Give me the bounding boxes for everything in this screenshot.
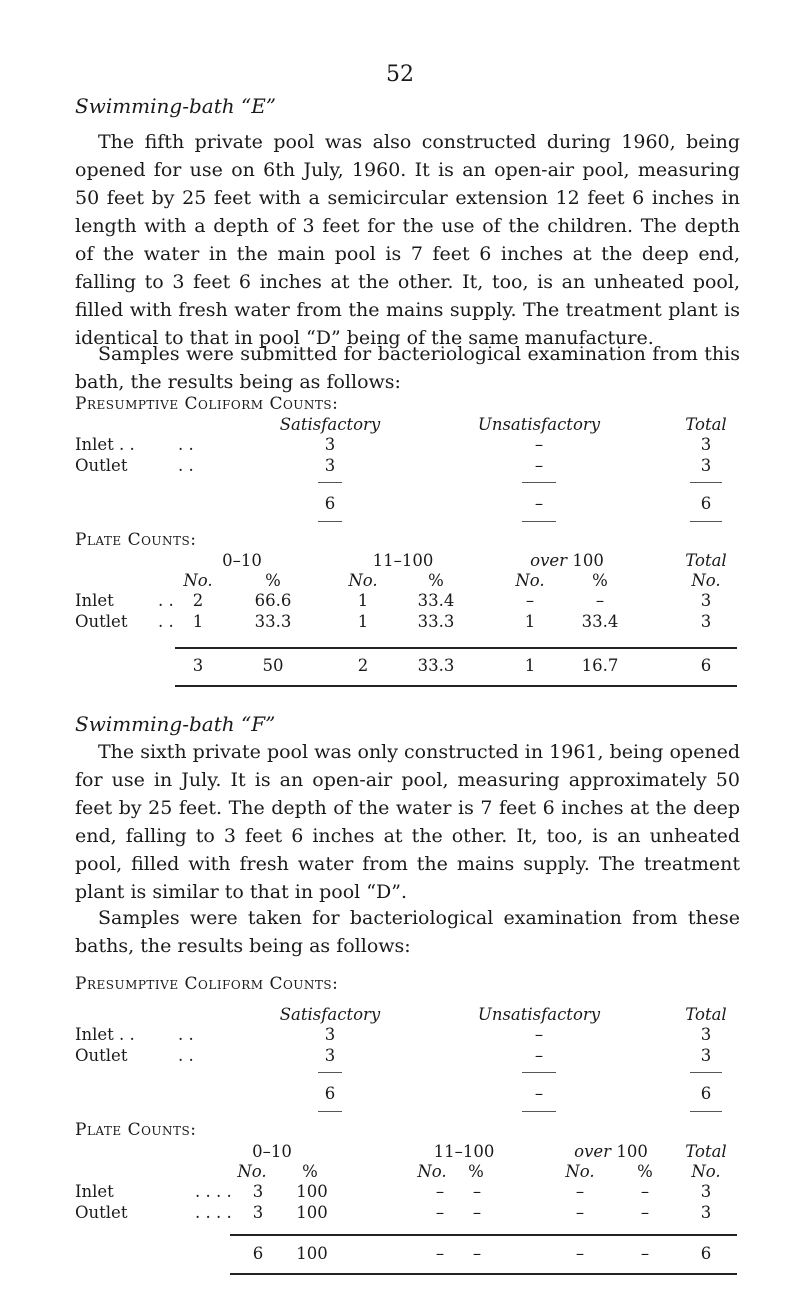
- sum-rule: [690, 1072, 722, 1073]
- subheader: No.: [565, 1162, 595, 1181]
- subheader: %: [428, 571, 444, 590]
- table-title: Presumptive Coliform Counts:: [75, 974, 339, 994]
- table-cell: –: [534, 435, 544, 454]
- table-rule: [230, 1234, 737, 1236]
- table-cell: –: [575, 1203, 585, 1222]
- section-heading: Swimming-bath “E”: [75, 94, 277, 118]
- table-cell: –: [534, 1084, 544, 1103]
- table-cell: 33.3: [417, 612, 455, 631]
- table-cell: 3: [700, 591, 712, 610]
- table-cell: 1: [357, 612, 369, 631]
- table-cell: –: [534, 494, 544, 513]
- sum-rule: [522, 1111, 556, 1112]
- column-header: Satisfactory: [279, 415, 381, 434]
- table-title: Plate Counts:: [75, 1120, 197, 1140]
- subheader: %: [468, 1162, 484, 1181]
- row-label: Inlet: [75, 591, 114, 610]
- column-header: 11–100: [372, 551, 434, 570]
- table-cell: 33.4: [581, 612, 619, 631]
- row-leader: . .: [178, 456, 194, 475]
- table-cell: 3: [700, 1046, 712, 1065]
- sum-rule: [318, 482, 342, 483]
- column-header: Unsatisfactory: [477, 415, 601, 434]
- table-cell: 1: [524, 656, 536, 675]
- subheader: No.: [237, 1162, 267, 1181]
- row-leader: . .: [158, 612, 174, 631]
- table-cell: –: [534, 1025, 544, 1044]
- table-cell: –: [595, 591, 605, 610]
- column-header: 0–10: [252, 1142, 292, 1161]
- table-cell: 50: [262, 656, 284, 675]
- table-cell: 6: [324, 1084, 336, 1103]
- table-cell: –: [640, 1244, 650, 1263]
- table-cell: 100: [296, 1182, 328, 1201]
- table-cell: 3: [324, 456, 336, 475]
- table-cell: –: [640, 1182, 650, 1201]
- row-label: Outlet: [75, 1046, 128, 1065]
- table-cell: 100: [296, 1203, 328, 1222]
- sum-rule: [522, 482, 556, 483]
- header-prefix: over: [530, 551, 568, 570]
- table-cell: 1: [357, 591, 369, 610]
- table-cell: 1: [192, 612, 204, 631]
- sum-rule: [318, 1111, 342, 1112]
- header-number: 100: [572, 551, 604, 570]
- row-label: Outlet: [75, 612, 128, 631]
- table-cell: 6: [700, 656, 712, 675]
- table-cell: –: [472, 1203, 482, 1222]
- sum-rule: [690, 521, 722, 522]
- table-cell: 6: [700, 1244, 712, 1263]
- column-header: [574, 1142, 648, 1161]
- table-cell: 100: [296, 1244, 328, 1263]
- table-cell: –: [472, 1182, 482, 1201]
- column-header: Total: [685, 415, 727, 434]
- subheader: No.: [515, 571, 545, 590]
- row-label: Outlet: [75, 456, 128, 475]
- column-header: [530, 551, 604, 570]
- subheader: No.: [691, 571, 721, 590]
- table-cell: 33.4: [417, 591, 455, 610]
- sum-rule: [690, 1111, 722, 1112]
- row-label: Inlet . .: [75, 435, 135, 454]
- table-cell: 6: [700, 1084, 712, 1103]
- table-cell: –: [575, 1182, 585, 1201]
- table-cell: 3: [252, 1182, 264, 1201]
- subheader: No.: [691, 1162, 721, 1181]
- column-header: 11–100: [433, 1142, 495, 1161]
- column-header: Total: [685, 1005, 727, 1024]
- sum-rule: [690, 482, 722, 483]
- row-label: Inlet: [75, 1182, 114, 1201]
- table-cell: –: [534, 456, 544, 475]
- paragraph: The fifth private pool was also constructed during 1960, being opened for use on 6th July, 1960. It is an open-air pool, measuring 50 feet by 25 feet with a semicircular extension 12 feet 6 inches in length with a depth of 3 feet for the use of the children. The depth of the water in the main pool is 7 feet 6 inches at the deep end, falling to 3 feet 6 inches at the other. It, too, is an unheated pool, filled with fresh water from the mains supply. The treatment plant is identical to that in pool “D” being of the same manufacture.: [75, 131, 740, 349]
- table-cell: –: [640, 1203, 650, 1222]
- row-leader: . .: [178, 435, 194, 454]
- sum-rule: [318, 1072, 342, 1073]
- column-header: Unsatisfactory: [477, 1005, 601, 1024]
- table-rule: [230, 1273, 737, 1275]
- table-cell: 33.3: [254, 612, 292, 631]
- subheader: %: [592, 571, 608, 590]
- table-cell: 6: [252, 1244, 264, 1263]
- column-header: Total: [685, 1142, 727, 1161]
- sum-rule: [522, 1072, 556, 1073]
- row-label: Outlet: [75, 1203, 128, 1222]
- table-cell: 1: [524, 612, 536, 631]
- table-cell: 2: [192, 591, 204, 610]
- paragraph: The sixth private pool was only constructed in 1961, being opened for use in July. It is an open-air pool, measuring approximately 50 feet by 25 feet. The depth of the water is 7 feet 6 inches at the deep end, falling to 3 feet 6 inches at the other. It, too, is an unheated pool, filled with fresh water from the mains supply. The treatment plant is similar to that in pool “D”.: [75, 741, 740, 903]
- table-cell: 3: [324, 1046, 336, 1065]
- row-label: Inlet . .: [75, 1025, 135, 1044]
- subheader: No.: [417, 1162, 447, 1181]
- table-cell: 66.6: [254, 591, 292, 610]
- table-cell: 3: [700, 612, 712, 631]
- table-cell: 2: [357, 656, 369, 675]
- table-cell: –: [435, 1203, 445, 1222]
- table-rule: [175, 647, 737, 649]
- row-leader: . .: [158, 591, 174, 610]
- table-cell: 33.3: [417, 656, 455, 675]
- table-cell: 16.7: [581, 656, 619, 675]
- subheader: %: [265, 571, 281, 590]
- column-header: Satisfactory: [279, 1005, 381, 1024]
- page-number: 52: [386, 62, 414, 87]
- table-rule: [175, 685, 737, 687]
- row-leader: . .: [178, 1046, 194, 1065]
- table-cell: –: [472, 1244, 482, 1263]
- section-heading: Swimming-bath “F”: [75, 712, 276, 736]
- table-cell: –: [435, 1182, 445, 1201]
- table-cell: 3: [324, 435, 336, 454]
- table-cell: 3: [324, 1025, 336, 1044]
- table-cell: –: [525, 591, 535, 610]
- subheader: No.: [183, 571, 213, 590]
- table-cell: 6: [700, 494, 712, 513]
- sum-rule: [318, 521, 342, 522]
- subheader: %: [637, 1162, 653, 1181]
- table-cell: 6: [324, 494, 336, 513]
- table-cell: 3: [252, 1203, 264, 1222]
- table-cell: 3: [700, 1203, 712, 1222]
- table-cell: 3: [700, 456, 712, 475]
- row-leader: . . . .: [195, 1182, 232, 1201]
- sum-rule: [522, 521, 556, 522]
- column-header: Total: [685, 551, 727, 570]
- table-cell: 3: [700, 1025, 712, 1044]
- table-cell: –: [435, 1244, 445, 1263]
- table-cell: 3: [700, 435, 712, 454]
- paragraph: Samples were submitted for bacteriological examination from this bath, the results being as follows:: [75, 343, 740, 393]
- paragraph: Samples were taken for bacteriological examination from these baths, the results being as follows:: [75, 907, 740, 957]
- header-number: 100: [616, 1142, 648, 1161]
- row-leader: . . . .: [195, 1203, 232, 1222]
- table-cell: –: [575, 1244, 585, 1263]
- table-title: Presumptive Coliform Counts:: [75, 394, 339, 414]
- subheader: No.: [348, 571, 378, 590]
- header-prefix: over: [574, 1142, 612, 1161]
- row-leader: . .: [178, 1025, 194, 1044]
- column-header: 0–10: [222, 551, 262, 570]
- subheader: %: [302, 1162, 318, 1181]
- table-cell: –: [534, 1046, 544, 1065]
- table-cell: 3: [192, 656, 204, 675]
- table-cell: 3: [700, 1182, 712, 1201]
- table-title: Plate Counts:: [75, 530, 197, 550]
